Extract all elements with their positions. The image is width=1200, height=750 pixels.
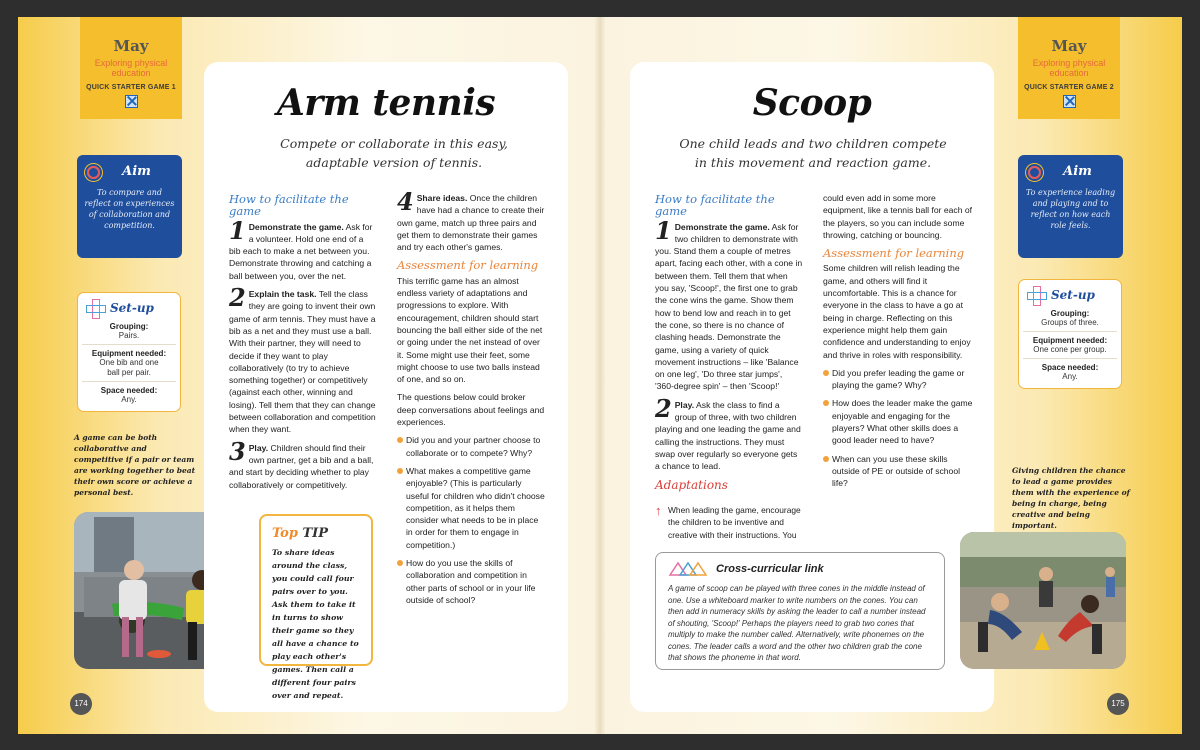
right-month-tab (1018, 17, 1120, 119)
left-section: Exploring physical education (94, 58, 168, 78)
left-aim-title: Aim (122, 164, 151, 179)
right-grouping-label: Grouping: (1050, 309, 1090, 318)
left-grouping-label: Grouping: (109, 322, 149, 331)
left-col-1 (229, 193, 377, 497)
right-section: Exploring physical education (1032, 58, 1106, 78)
left-setup-title: Set-up (110, 301, 154, 315)
right-question-3: When can you use these skills outside of PE or outside of school life? (823, 453, 975, 490)
right-subtitle-1: One child leads and two children compete (679, 136, 947, 151)
left-question-2: What makes a competitive game enjoyable? (This is particularly useful for children who didn't choose competition, as it helps them consider what needs to be in place in order for them to engage in competition.) (397, 465, 545, 551)
left-game-label: QUICK STARTER GAME 1 (86, 84, 176, 91)
top-tip-top: Top (272, 526, 298, 541)
right-setup-box (1018, 279, 1122, 389)
left-assessment-p1: This terrific game has an almost endless variety of adaptations and progressions to explore. With encouragement, children should start bouncing the ball either side of the net or going under the net instead of over it. Some might use their feet, some might choose to use two balls instead of one, and so on. (397, 275, 543, 385)
left-facilitate-heading: How to facilitate the game (229, 192, 349, 219)
right-side-quote: Giving children the chance to lead a game provides them with the experience of being in charge, being creative and being important. (1012, 466, 1130, 530)
right-assessment-heading: Assessment for learning (823, 246, 965, 261)
left-assessment-p2: The questions below could broker deep conversations about feelings and experiences. (397, 392, 545, 428)
cross-curricular-box (655, 552, 945, 670)
target-icon (1028, 166, 1041, 179)
up-arrow-icon: ↑ (655, 503, 662, 518)
right-aim-text: To experience leading and playing and to reflect on how each role feels. (1025, 188, 1116, 230)
right-adaptations-col1 (668, 504, 808, 541)
right-adaptations-part2: could even add in some more equipment, like a tennis ball for each of the players, so you can include some throwing, catching or bouncing. (823, 193, 973, 240)
right-page-number: 175 (1107, 693, 1129, 715)
ccl-title: Cross-curricular link (716, 563, 824, 575)
right-step-2: 2 Play. Ask the class to find a group of three, with two children playing and one leading the game and calling the instructions. They must swap over regularly so everyone gets a chance to lead. (655, 393, 801, 472)
left-subtitle-2: adaptable version of tennis. (305, 155, 483, 170)
left-title: Arm tennis (276, 82, 496, 124)
left-step-3: 3 Play. Children should find their own partner, get a bib and a ball, and start by deciding whether to play collaboratively or competitively. (229, 436, 374, 490)
ccl-text: A game of scoop can be played with three cones in the middle instead of one. Use a whiteboard marker to write numbers on the cones. You can then add in numeracy skills by asking the leader to call a number instead of shouting, 'Scoop!' Perhaps the players need to grab two cones that multiply to make the number called. Alternatively, write phonemes on the cones. The leader calls a word and the other two children grab the cone that shows the phoneme in that word. (668, 584, 926, 662)
right-setup-title: Set-up (1051, 288, 1095, 302)
cones-icon (668, 561, 708, 577)
right-facilitate-heading: How to facilitate the game (655, 192, 775, 219)
left-step-1: 1 Demonstrate the game. Ask for a volunteer. Hold one end of a bib each to make a net between you. Demonstrate throwing and catching a ball between you, over the net. (229, 215, 373, 281)
left-setup-box (77, 292, 181, 412)
top-tip-tip: TIP (302, 526, 329, 541)
scoop-photo (960, 532, 1126, 669)
left-assessment-heading: Assessment for learning (397, 258, 539, 273)
right-grouping: Groups of three. (1041, 318, 1099, 327)
right-space: Any. (1062, 372, 1078, 381)
left-month-tab (80, 17, 182, 119)
left-space: Any. (121, 395, 137, 404)
cross-box-icon (125, 95, 138, 108)
left-grouping: Pairs. (118, 331, 140, 340)
left-col-2 (397, 187, 545, 612)
plus-icon (1027, 286, 1045, 304)
left-step-2: 2 Explain the task. Tell the class they are going to invent their own game of arm tennis. They must have a bib as a net and they must use a ball. With their partner, they will need to decide if they want to play collaboratively (to try to achieve something together) or competitively (against each other, winning and losing). Tell them that they can change between collaboration and competition when they want. (229, 283, 376, 435)
right-month: May (1051, 37, 1087, 55)
plus-icon (86, 299, 104, 317)
left-space-label: Space needed: (82, 381, 176, 395)
cross-box-icon (1063, 95, 1076, 108)
left-side-quote: A game can be both collaborative and competitive if a pair or team are working together to beat their own score or achieve a personal best. (74, 433, 196, 497)
target-icon (87, 166, 100, 179)
right-adaptations-part1: When leading the game, encourage the children to be inventive and creative with their instructions. You (668, 505, 801, 540)
right-aim-box (1018, 155, 1123, 258)
right-step-1: 1 Demonstrate the game. Ask for two children to demonstrate with you. Stand them a couple of metres apart, facing each other, with a cone in between them. Tell them that when you say, 'Scoop!', the first one to grab the cone wins the game. Show them how to bend low and reach in to get the cone, so there is no chance of clashing heads. Demonstrate the game, using a variety of quick movement instructions – like 'Balance on one leg', 'Do three star jumps', '360-degree spin' – then 'Scoop!' (655, 215, 803, 392)
left-aim-box (77, 155, 182, 258)
right-title: Scoop (752, 82, 872, 124)
left-subtitle-1: Compete or collaborate in this easy, (280, 136, 508, 151)
right-equipment: One cone per group. (1033, 345, 1107, 354)
left-page-number: 174 (70, 693, 92, 715)
right-question-2: How does the leader make the game enjoyable and engaging for the players? What other skills does a good leader need to have? (823, 397, 975, 446)
left-equipment: One bib and one ball per pair. (99, 358, 159, 377)
right-aim-title: Aim (1063, 164, 1092, 179)
right-question-1: Did you prefer leading the game or playing the game? Why? (823, 367, 975, 392)
right-equipment-label: Equipment needed: (1023, 331, 1117, 345)
left-month: May (113, 37, 149, 55)
left-aim-text: To compare and reflect on experiences of collaboration and competition. (84, 188, 175, 230)
top-tip-text: To share ideas around the class, you could call four pairs over to you. Ask them to take it in turns to show their game so they all have a chance to play each other's games. Then call a different four pairs over and repeat. (272, 548, 359, 700)
right-subtitle-2: in this movement and reaction game. (694, 155, 932, 170)
right-col-2 (823, 192, 975, 496)
book-spread (18, 17, 1182, 734)
left-question-1: Did you and your partner choose to collaborate or to compete? Why? (397, 434, 545, 459)
top-tip-box (259, 514, 373, 700)
left-question-3: How do you use the skills of collaboration and competition in other parts of school or in your life outside of school? (397, 557, 545, 606)
right-col-1 (655, 193, 803, 494)
right-space-label: Space needed: (1023, 358, 1117, 372)
right-game-label: QUICK STARTER GAME 2 (1024, 84, 1114, 91)
left-step-4: 4 Share ideas. Once the children have had a chance to create their own game, match up three pairs and get them to demonstrate their games and try each other's games. (397, 187, 545, 253)
right-adaptations-heading: Adaptations (655, 477, 728, 492)
right-assessment-p1: Some children will relish leading the game, and others will find it uncomfortable. This is a chance for everyone in the class to have a go at being in charge. Reflecting on this experience might help them gain confidence and understanding to enjoy and thrive in roles with responsibility. (823, 263, 971, 360)
left-equipment-label: Equipment needed: (82, 344, 176, 358)
